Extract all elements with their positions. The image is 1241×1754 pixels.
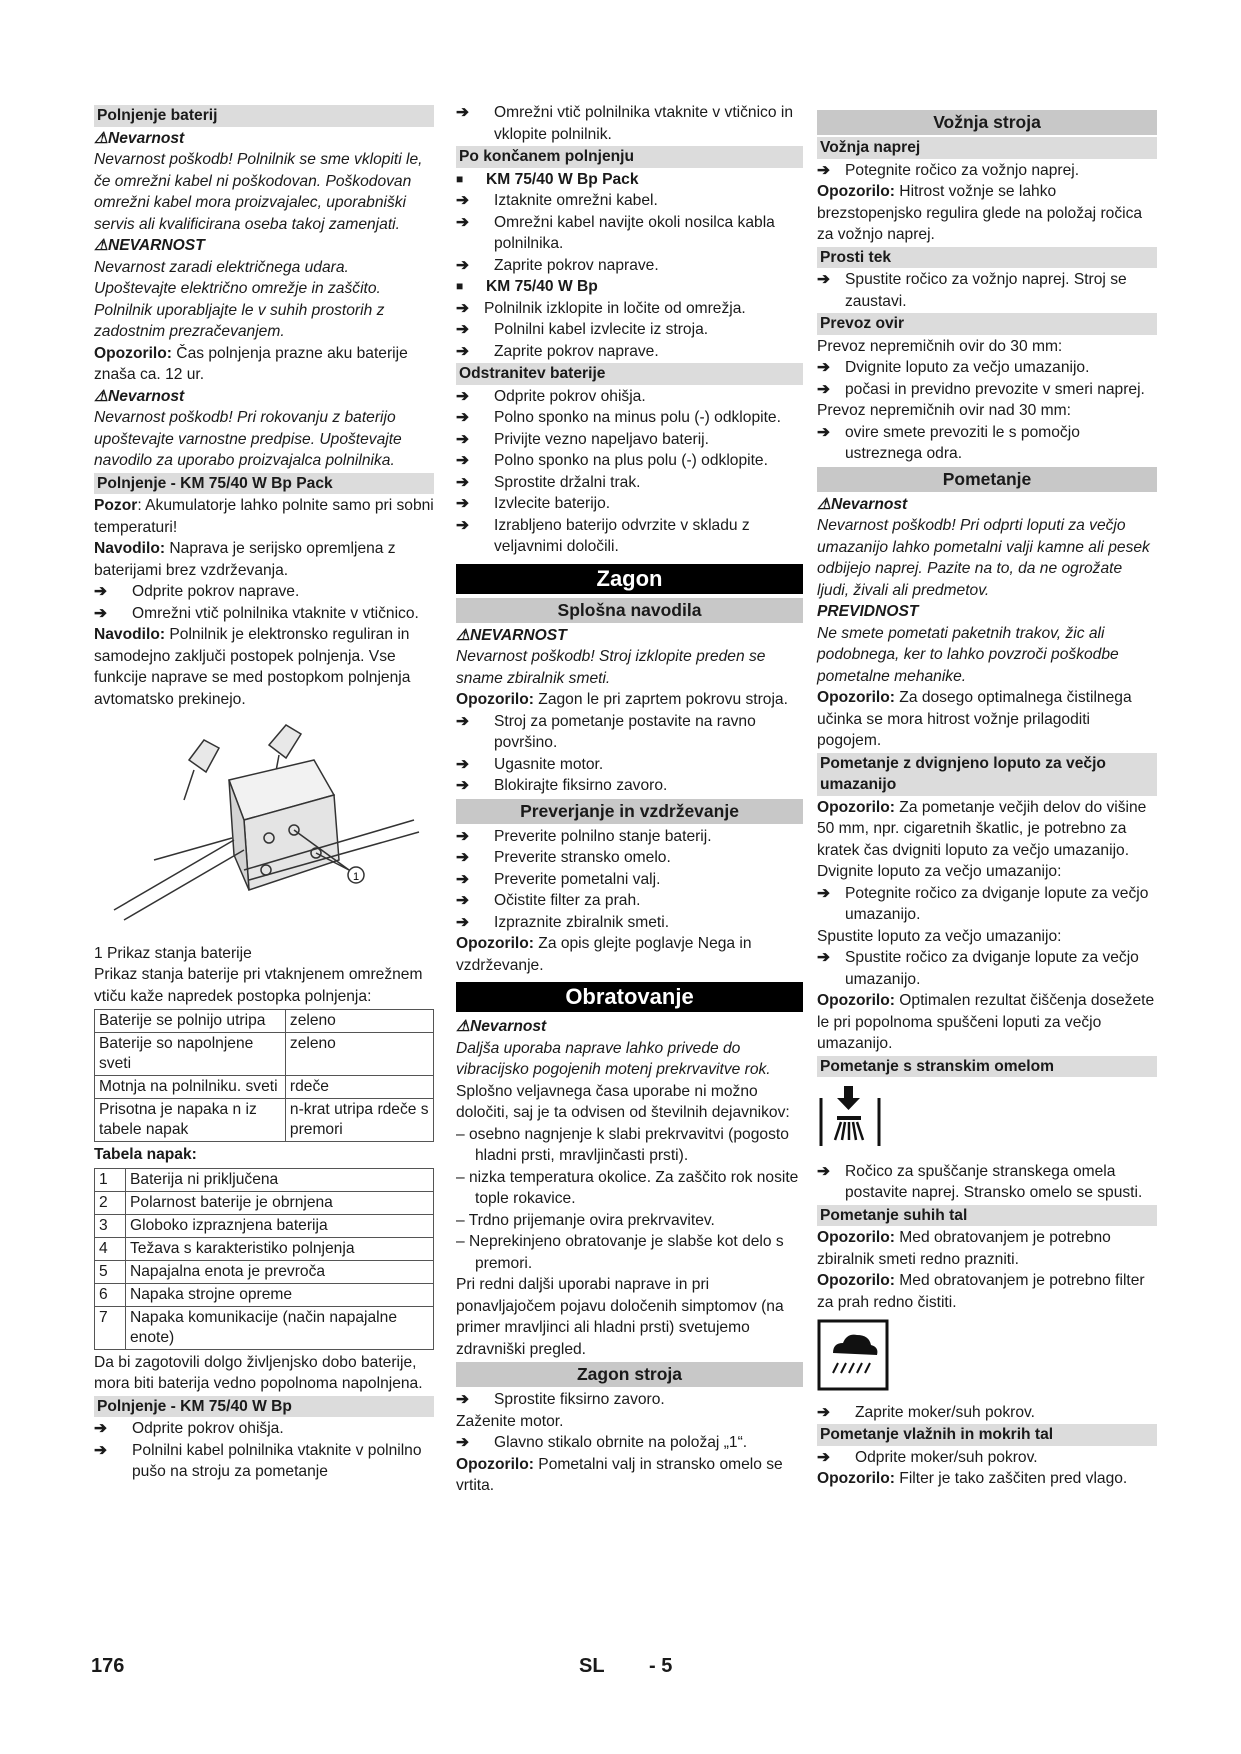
arrow-icon: ➔ bbox=[456, 473, 470, 491]
step: ➔ Spustite ročico za vožnjo naprej. Stroj se zaustavi. bbox=[817, 269, 1157, 312]
table-row: Motnja na polnilniku. sveti rdeče bbox=[95, 1076, 434, 1099]
list-item: – nizka temperatura okolice. Za zaščito rok nosite tople rokavice. bbox=[456, 1168, 799, 1207]
section-heading: Po končanem polnjenju bbox=[456, 146, 803, 168]
warning-title: ⚠NEVARNOST bbox=[94, 237, 205, 254]
warning-title: ⚠Nevarnost bbox=[94, 129, 185, 147]
step: ➔ Omrežni kabel navijte okoli nosilca kabla polnilnika. bbox=[456, 212, 803, 255]
paragraph: Prevoz nepremičnih ovir nad 30 mm: bbox=[817, 402, 1071, 419]
table-row: 1 Baterija ni priključena bbox=[95, 1168, 434, 1191]
section-heading: Polnjenje - KM 75/40 W Bp bbox=[94, 1396, 434, 1418]
note: Opozorilo: Za dosego optimalnega čistilnega učinka se mora hitrost vožnje prilagoditi pogojem. bbox=[817, 689, 1132, 749]
note: Navodilo: Polnilnik je elektronsko reguliran in samodejno zaključi postopek polnjenja. Vse funkcije naprave se med postopkom polnjenja avtomatsko prekinejo. bbox=[94, 626, 411, 708]
section-page-number: - 5 bbox=[649, 1655, 673, 1677]
step: ➔ Omrežni vtič polnilnika vtaknite v vtičnico in vklopite polnilnik. bbox=[456, 102, 803, 145]
warning-title: ⚠NEVARNOST bbox=[456, 626, 567, 644]
step: ➔ Ugasnite motor. bbox=[456, 754, 803, 776]
column-left bbox=[94, 104, 434, 1483]
arrow-icon: ➔ bbox=[456, 299, 470, 317]
figure-caption: 1 Prikaz stanja baterije bbox=[94, 944, 252, 962]
step: ➔ Sprostite držalni trak. bbox=[456, 472, 803, 494]
arrow-icon: ➔ bbox=[817, 884, 831, 902]
arrow-icon: ➔ bbox=[456, 913, 470, 931]
step: ➔ Polnilni kabel polnilnika vtaknite v polnilno pušo na stroju za pometanje bbox=[94, 1440, 434, 1483]
step: ➔ Preverite stransko omelo. bbox=[456, 847, 803, 869]
arrow-icon: ➔ bbox=[94, 583, 108, 600]
section-heading: Pometanje bbox=[817, 467, 1157, 492]
step: ➔ Polno sponko na plus polu (-) odklopite. bbox=[456, 450, 803, 472]
chapter-heading: Obratovanje bbox=[456, 982, 803, 1012]
arrow-icon: ➔ bbox=[94, 1420, 108, 1437]
table-row: 5 Napajalna enota je prevroča bbox=[95, 1260, 434, 1283]
note: Opozorilo: Hitrost vožnje se lahko brezstopenjsko regulira glede na položaj ročica za vožnjo naprej. bbox=[817, 183, 1143, 243]
paragraph: Dvignite loputo za večjo umazanijo: bbox=[817, 863, 1062, 880]
step: ➔ Zaprite pokrov naprave. bbox=[456, 341, 803, 363]
step: ➔ Izrabljeno baterijo odvrzite v skladu z veljavnimi določili. bbox=[456, 515, 803, 558]
caution-note: Pozor: Akumulatorje lahko polnite samo pri sobni temperaturi! bbox=[94, 497, 434, 536]
arrow-icon: ➔ bbox=[94, 604, 108, 622]
arrow-icon: ➔ bbox=[456, 849, 470, 866]
chapter-heading: Zagon bbox=[456, 564, 803, 594]
step: ➔ Ročico za spuščanje stranskega omela postavite naprej. Stransko omelo se spusti. bbox=[817, 1161, 1157, 1204]
step: ➔ Odprite pokrov naprave. bbox=[94, 581, 434, 603]
section-heading: Splošna navodila bbox=[456, 598, 803, 623]
arrow-icon: ➔ bbox=[456, 256, 470, 274]
square-bullet-icon: ■ bbox=[456, 279, 464, 293]
table-row: 2 Polarnost baterije je obrnjena bbox=[95, 1191, 434, 1214]
step: ➔ Polnilnik izklopite in ločite od omrežja. bbox=[456, 298, 803, 320]
list-item: – osebno nagnjenje k slabi prekrvavitvi (pogosto hladni prsti, mravljinčasti prsti). bbox=[456, 1125, 789, 1164]
paragraph: Splošno veljavnega časa uporabe ni možno določiti, saj je ta odvisen od številnih dejavnikov: bbox=[456, 1082, 790, 1121]
step: ➔ Odprite pokrov ohišja. bbox=[94, 1418, 434, 1440]
section-heading: Vožnja naprej bbox=[817, 137, 1157, 159]
table-title: Tabela napak: bbox=[94, 1146, 197, 1163]
warning-title: ⚠Nevarnost bbox=[94, 387, 185, 405]
step: ➔ počasi in previdno prevozite v smeri naprej. bbox=[817, 379, 1157, 401]
paragraph: Zaženite motor. bbox=[456, 1412, 564, 1430]
arrow-icon: ➔ bbox=[456, 827, 470, 845]
page-number: 176 bbox=[91, 1655, 125, 1677]
square-bullet-icon: ■ bbox=[456, 171, 464, 186]
arrow-icon: ➔ bbox=[456, 452, 470, 469]
arrow-icon: ➔ bbox=[456, 342, 470, 360]
section-heading: Pometanje s stranskim omelom bbox=[817, 1056, 1157, 1078]
arrow-icon: ➔ bbox=[456, 755, 470, 773]
step: ➔ Privijte vezno napeljavo baterij. bbox=[456, 429, 803, 451]
note: Opozorilo: Za opis glejte poglavje Nega in vzdrževanje. bbox=[456, 935, 752, 974]
section-heading: Vožnja stroja bbox=[817, 110, 1157, 135]
table-row: Baterije se polnijo utripa zeleno bbox=[95, 1010, 434, 1033]
note: Opozorilo: Za pometanje večjih delov do višine 50 mm, npr. cigaretnih škatlic, je potrebno za kratek čas dvigniti loputo za večjo umazanijo. bbox=[817, 798, 1147, 859]
arrow-icon: ➔ bbox=[456, 870, 470, 888]
model-item: ■ KM 75/40 W Bp bbox=[456, 276, 803, 298]
arrow-icon: ➔ bbox=[94, 1441, 108, 1459]
step: ➔ Polnilni kabel izvlecite iz stroja. bbox=[456, 319, 803, 341]
note: Opozorilo: Zagon le pri zaprtem pokrovu stroja. bbox=[456, 691, 788, 708]
table-row: Prisotna je napaka n iz tabele napak n-krat utripa rdeče s premori bbox=[95, 1099, 434, 1142]
step: ➔ Omrežni vtič polnilnika vtaknite v vtičnico. bbox=[94, 603, 434, 625]
step: ➔ Potegnite ročico za dviganje lopute za večjo umazanijo. bbox=[817, 883, 1157, 926]
step: ➔ Blokirajte fiksirno zavoro. bbox=[456, 775, 803, 797]
note: Opozorilo: Čas polnjenja prazne aku baterije znaša ca. 12 ur. bbox=[94, 344, 408, 383]
note: Navodilo: Naprava je serijsko opremljena z baterijami brez vzdrževanja. bbox=[94, 540, 396, 579]
language-code: SL bbox=[579, 1655, 605, 1677]
arrow-icon: ➔ bbox=[456, 430, 470, 448]
note: Opozorilo: Med obratovanjem je potrebno filter za prah redno čistiti. bbox=[817, 1272, 1145, 1311]
arrow-icon: ➔ bbox=[456, 192, 470, 209]
step: ➔ Dvignite loputo za večjo umazanijo. bbox=[817, 357, 1157, 379]
section-heading: Pometanje suhih tal bbox=[817, 1205, 1157, 1227]
section-heading: Polnjenje baterij bbox=[94, 105, 434, 127]
arrow-icon: ➔ bbox=[817, 380, 831, 398]
step: ➔ Izpraznite zbiralnik smeti. bbox=[456, 912, 803, 934]
error-table bbox=[94, 1168, 434, 1350]
arrow-icon: ➔ bbox=[456, 213, 470, 231]
section-heading: Prosti tek bbox=[817, 247, 1157, 269]
table-row: 7 Napaka komunikacije (način napajalne enote) bbox=[95, 1306, 434, 1349]
arrow-icon: ➔ bbox=[817, 1448, 831, 1466]
paragraph: Prevoz nepremičnih ovir do 30 mm: bbox=[817, 337, 1063, 355]
step: ➔ ovire smete prevoziti le s pomočjo ustreznega odra. bbox=[817, 422, 1157, 465]
step: ➔ Odprite moker/suh pokrov. bbox=[817, 1447, 1157, 1469]
note: Opozorilo: Optimalen rezultat čiščenja dosežete le pri popolnoma spuščeni loputi za večjo umazanijo. bbox=[817, 992, 1155, 1052]
arrow-icon: ➔ bbox=[456, 892, 470, 909]
paragraph: Pri redni daljši uporabi naprave in pri ponavljajočem pojavu določenih simptomov (na primer mravljinci ali hladni prsti) svetujemo zdravniški pregled. bbox=[456, 1276, 784, 1358]
arrow-icon: ➔ bbox=[817, 271, 831, 288]
arrow-icon: ➔ bbox=[817, 949, 831, 966]
step: ➔ Izvlecite baterijo. bbox=[456, 493, 803, 515]
model-item: ■ KM 75/40 W Bp Pack bbox=[456, 169, 803, 191]
warning-text: Nevarnost poškodb! Pri odprti loputi za večjo umazanijo lahko pometalni valji kamne ali pesek odbijejo naprej. Pazite na to, da ne ogrožate ljudi, živali ali predmetov. bbox=[817, 517, 1150, 599]
arrow-icon: ➔ bbox=[456, 387, 470, 405]
side-broom-lower-icon bbox=[817, 1084, 883, 1157]
arrow-icon: ➔ bbox=[456, 495, 470, 512]
warning-title: ⚠Nevarnost bbox=[456, 1018, 547, 1035]
warning-text: Nevarnost poškodb! Polnilnik se sme vklopiti le, če omrežni kabel ni poškodovan. Poškodovan omrežni kabel mora proizvajalec, uporabniški servis ali kvalificirana oseba takoj zamenjati. bbox=[94, 151, 423, 233]
table-row: 6 Napaka strojne opreme bbox=[95, 1283, 434, 1306]
table-row: 4 Težava s karakteristiko polnjenja bbox=[95, 1237, 434, 1260]
warning-text: Daljša uporaba naprave lahko privede do vibracijsko pogojenih motenj prekrvavitve rok. bbox=[456, 1039, 771, 1078]
column-middle bbox=[456, 102, 803, 1497]
warning-text: Nevarnost zaradi električnega udara. Upoštevajte električno omrežje in zaščito. Polnilnik uporabljajte le v suhih prostorih z zadostnim prezračevanjem. bbox=[94, 258, 385, 340]
section-heading: Zagon stroja bbox=[456, 1362, 803, 1387]
column-right bbox=[817, 108, 1157, 1490]
section-heading: Odstranitev baterije bbox=[456, 363, 803, 385]
section-heading: Pometanje vlažnih in mokrih tal bbox=[817, 1424, 1157, 1446]
step: ➔ Zaprite moker/suh pokrov. bbox=[817, 1402, 1157, 1424]
warning-title: PREVIDNOST bbox=[817, 603, 919, 620]
wet-dry-filter-icon bbox=[817, 1319, 889, 1398]
step: ➔ Preverite polnilno stanje baterij. bbox=[456, 826, 803, 848]
arrow-icon: ➔ bbox=[456, 409, 470, 426]
callout-label: 1 bbox=[352, 871, 360, 883]
paragraph: Prikaz stanja baterije pri vtaknjenem omrežnem vtiču kaže napredek postopka polnjenja: bbox=[94, 966, 423, 1005]
section-heading: Pometanje z dvignjeno loputo za večjo umazanijo bbox=[817, 753, 1157, 796]
list-item: – Neprekinjeno obratovanje je slabše kot delo s premori. bbox=[456, 1233, 784, 1272]
arrow-icon: ➔ bbox=[456, 1391, 470, 1408]
step: ➔ Polno sponko na minus polu (-) odklopite. bbox=[456, 407, 803, 429]
table-row: 3 Globoko izpraznjena baterija bbox=[95, 1214, 434, 1237]
paragraph: Spustite loputo za večjo umazanijo: bbox=[817, 927, 1062, 945]
battery-charger-illustration bbox=[94, 720, 434, 937]
step: ➔ Stroj za pometanje postavite na ravno površino. bbox=[456, 711, 803, 754]
arrow-icon: ➔ bbox=[456, 1434, 470, 1451]
warning-title: ⚠Nevarnost bbox=[817, 495, 908, 513]
section-heading: Polnjenje - KM 75/40 W Bp Pack bbox=[94, 473, 434, 495]
paragraph: Da bi zagotovili dolgo življenjsko dobo baterije, mora biti baterija vedno popolnoma napolnjena. bbox=[94, 1353, 423, 1392]
step: ➔ Preverite pometalni valj. bbox=[456, 869, 803, 891]
arrow-icon: ➔ bbox=[456, 516, 470, 534]
warning-text: Nevarnost poškodb! Pri rokovanju z baterijo upoštevajte varnostne predpise. Upoštevajte navodilo za uporabo proizvajalca polnilnika. bbox=[94, 409, 402, 469]
arrow-icon: ➔ bbox=[456, 777, 470, 794]
warning-text: Ne smete pometati paketnih trakov, žic ali podobnega, ker to lahko povzroči poškodbe pometalne mehanike. bbox=[817, 624, 1119, 685]
warning-text: Nevarnost poškodb! Stroj izklopite preden se sname zbiralnik smeti. bbox=[456, 648, 766, 687]
status-table bbox=[94, 1009, 434, 1142]
arrow-icon: ➔ bbox=[817, 359, 831, 376]
step: ➔ Glavno stikalo obrnite na položaj „1“. bbox=[456, 1432, 803, 1454]
step: ➔ Sprostite fiksirno zavoro. bbox=[456, 1389, 803, 1411]
note: Opozorilo: Pometalni valj in stransko omelo se vrtita. bbox=[456, 1455, 783, 1494]
arrow-icon: ➔ bbox=[456, 321, 470, 338]
table-row: Baterije so napolnjene sveti zeleno bbox=[95, 1033, 434, 1076]
arrow-icon: ➔ bbox=[817, 1403, 831, 1421]
step: ➔ Zaprite pokrov naprave. bbox=[456, 255, 803, 277]
step: ➔ Očistite filter za prah. bbox=[456, 890, 803, 912]
arrow-icon: ➔ bbox=[817, 1162, 831, 1180]
step: ➔ Spustite ročico za dviganje lopute za večjo umazanijo. bbox=[817, 947, 1157, 990]
list-item: – Trdno prijemanje ovira prekrvavitev. bbox=[456, 1211, 715, 1229]
arrow-icon: ➔ bbox=[456, 104, 470, 121]
note: Opozorilo: Filter je tako zaščiten pred vlago. bbox=[817, 1470, 1128, 1487]
section-heading: Prevoz ovir bbox=[817, 313, 1157, 335]
arrow-icon: ➔ bbox=[817, 161, 831, 179]
step: ➔ Odprite pokrov ohišja. bbox=[456, 386, 803, 408]
arrow-icon: ➔ bbox=[817, 423, 831, 441]
note: Opozorilo: Med obratovanjem je potrebno zbiralnik smeti redno prazniti. bbox=[817, 1229, 1111, 1268]
step: ➔ Potegnite ročico za vožnjo naprej. bbox=[817, 160, 1157, 182]
section-heading: Preverjanje in vzdrževanje bbox=[456, 799, 803, 824]
step: ➔ Iztaknite omrežni kabel. bbox=[456, 190, 803, 212]
arrow-icon: ➔ bbox=[456, 712, 470, 730]
